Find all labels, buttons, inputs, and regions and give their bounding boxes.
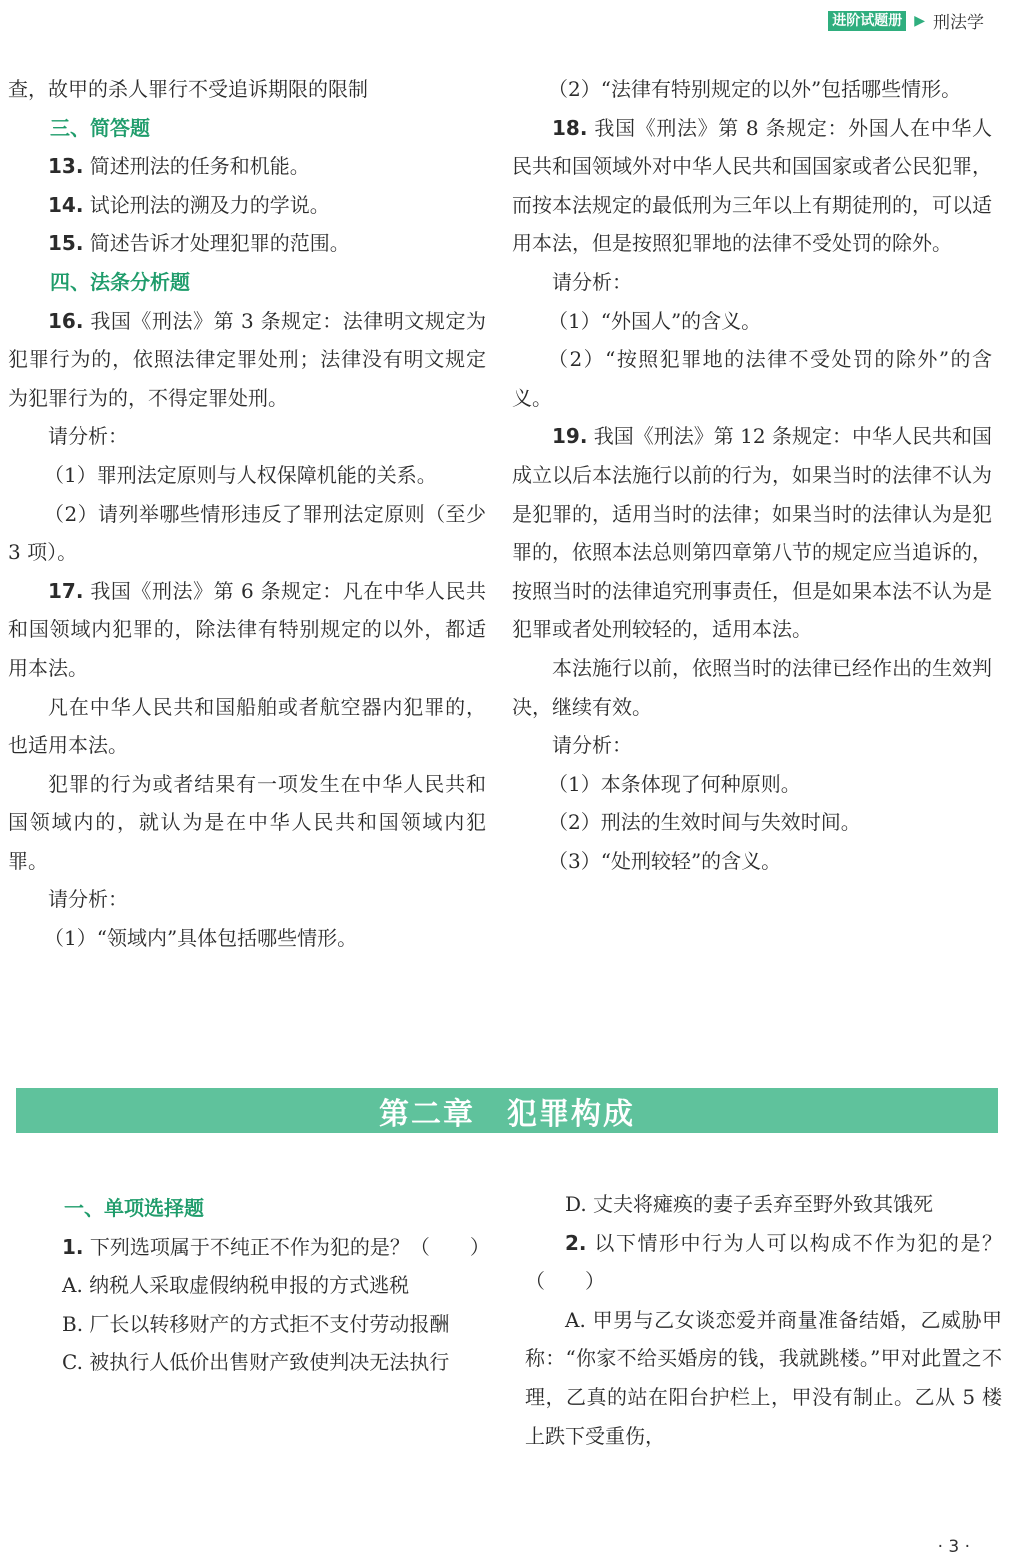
right-column-bottom [525,1185,1002,1455]
section-heading-single-choice: 一、单项选择题 [64,1196,204,1220]
question-number: 19. [552,424,588,449]
chapter-banner [16,1088,998,1133]
question-text: 我国《刑法》第 6 条规定：凡在中华人民共和国领域内犯罪的，除法律有特别规定的以外，都适用本法。 [8,578,486,680]
option-b: B. 厂长以转移财产的方式拒不支付劳动报酬 [62,1311,450,1336]
option-a: A. 纳税人采取虚假纳税申报的方式逃税 [62,1273,410,1298]
article-paragraph: 凡在中华人民共和国船舶或者航空器内犯罪的，也适用本法。 [8,694,486,758]
analysis-prompt: 请分析： [48,887,128,912]
continuation-text: 查，故甲的杀人罪行不受追诉期限的限制 [8,77,368,101]
question-19 [512,417,992,649]
question-number: 2. [565,1230,587,1255]
right-column-top [512,70,992,880]
subject-title: 刑法学 [933,13,984,33]
question-text: 试论刑法的溯及力的学说。 [83,192,330,217]
book-series-badge: 进阶试题册 [828,11,906,31]
article-paragraph: 本法施行以前，依照当时的法律已经作出的生效判决，继续有效。 [512,655,992,719]
question-text: 下列选项属于不纯正不作为犯的是？（ ） [83,1234,490,1259]
option-d: D. 丈夫将瘫痪的妻子丢弃至野外致其饿死 [565,1192,934,1216]
question-14 [8,186,486,225]
analysis-prompt: 请分析： [552,269,632,294]
question-15 [8,224,486,263]
question-17 [8,572,486,688]
question-number: 18. [552,115,588,140]
question-number: 13. [48,154,84,179]
sub-question: （2）请列举哪些情形违反了罪刑法定原则（至少 3 项）。 [8,501,486,565]
sub-question: （2）“法律有特别规定的以外”包括哪些情形。 [548,77,962,101]
question-text: 我国《刑法》第 3 条规定：法律明文规定为犯罪行为的，依照法律定罪处刑；法律没有明文规定为犯罪行为的，不得定罪处刑。 [8,308,486,410]
chapter-title: 第二章 犯罪构成 [379,1096,635,1132]
sub-question: （1）“外国人”的含义。 [548,308,762,333]
question-16 [8,302,486,418]
left-column-bottom [22,1189,492,1382]
question-text: 我国《刑法》第 8 条规定：外国人在中华人民共和国领域外对中华人民共和国国家或者公民犯罪，而按本法规定的最低刑为三年以上有期徒刑的，可以适用本法，但是按照犯罪地的法律不受处罚的除外。 [512,115,992,256]
question-text: 我国《刑法》第 12 条规定：中华人民共和国成立以后本法施行以前的行为，如果当时的法律不认为是犯罪的，适用当时的法律；如果当时的法律认为是犯罪的，依照本法总则第四章第八节的规定应当追诉的，按照当时的法律追究刑事责任，但是如果本法不认为是犯罪或者处刑较轻的，适用本法。 [512,424,992,642]
question-2 [525,1224,1002,1301]
sub-question: （2）刑法的生效时间与失效时间。 [548,810,861,835]
question-text: 以下情形中行为人可以构成不作为犯的是？（ ） [525,1230,1002,1294]
running-header [828,8,984,33]
sub-question: （2）“按照犯罪地的法律不受处罚的除外”的含义。 [512,347,992,410]
article-paragraph: 犯罪的行为或者结果有一项发生在中华人民共和国领域内的，就认为是在中华人民共和国领域内犯罪。 [8,771,486,873]
analysis-prompt: 请分析： [552,733,632,758]
question-13 [8,147,486,186]
question-text: 简述告诉才处理犯罪的范围。 [83,231,350,256]
page-number: · 3 · [937,1537,970,1557]
analysis-prompt: 请分析： [48,424,128,449]
option-c: C. 被执行人低价出售财产致使判决无法执行 [62,1350,450,1375]
question-1 [22,1228,492,1267]
sub-question: （1）本条体现了何种原则。 [548,771,801,796]
sub-question: （1）“领域内”具体包括哪些情形。 [44,926,358,951]
question-number: 15. [48,231,84,256]
section-heading-short-answer: 三、简答题 [50,115,150,140]
triangle-right-icon: ▶ [914,12,925,29]
question-18 [512,109,992,263]
left-column-top [8,70,486,958]
question-text: 简述刑法的任务和机能。 [83,154,310,179]
question-number: 17. [48,578,84,603]
sub-question: （3）“处刑较轻”的含义。 [548,848,782,873]
question-number: 16. [48,308,84,333]
question-number: 1. [62,1234,84,1259]
question-number: 14. [48,192,84,217]
sub-question: （1）罪刑法定原则与人权保障机能的关系。 [44,462,437,487]
section-heading-article-analysis: 四、法条分析题 [50,269,190,294]
option-a: A. 甲男与乙女谈恋爱并商量准备结婚，乙威胁甲称：“你家不给买婚房的钱，我就跳楼。”甲对此置之不理，乙真的站在阳台护栏上，甲没有制止。乙从 5 楼上跌下受重伤， [525,1307,1002,1448]
